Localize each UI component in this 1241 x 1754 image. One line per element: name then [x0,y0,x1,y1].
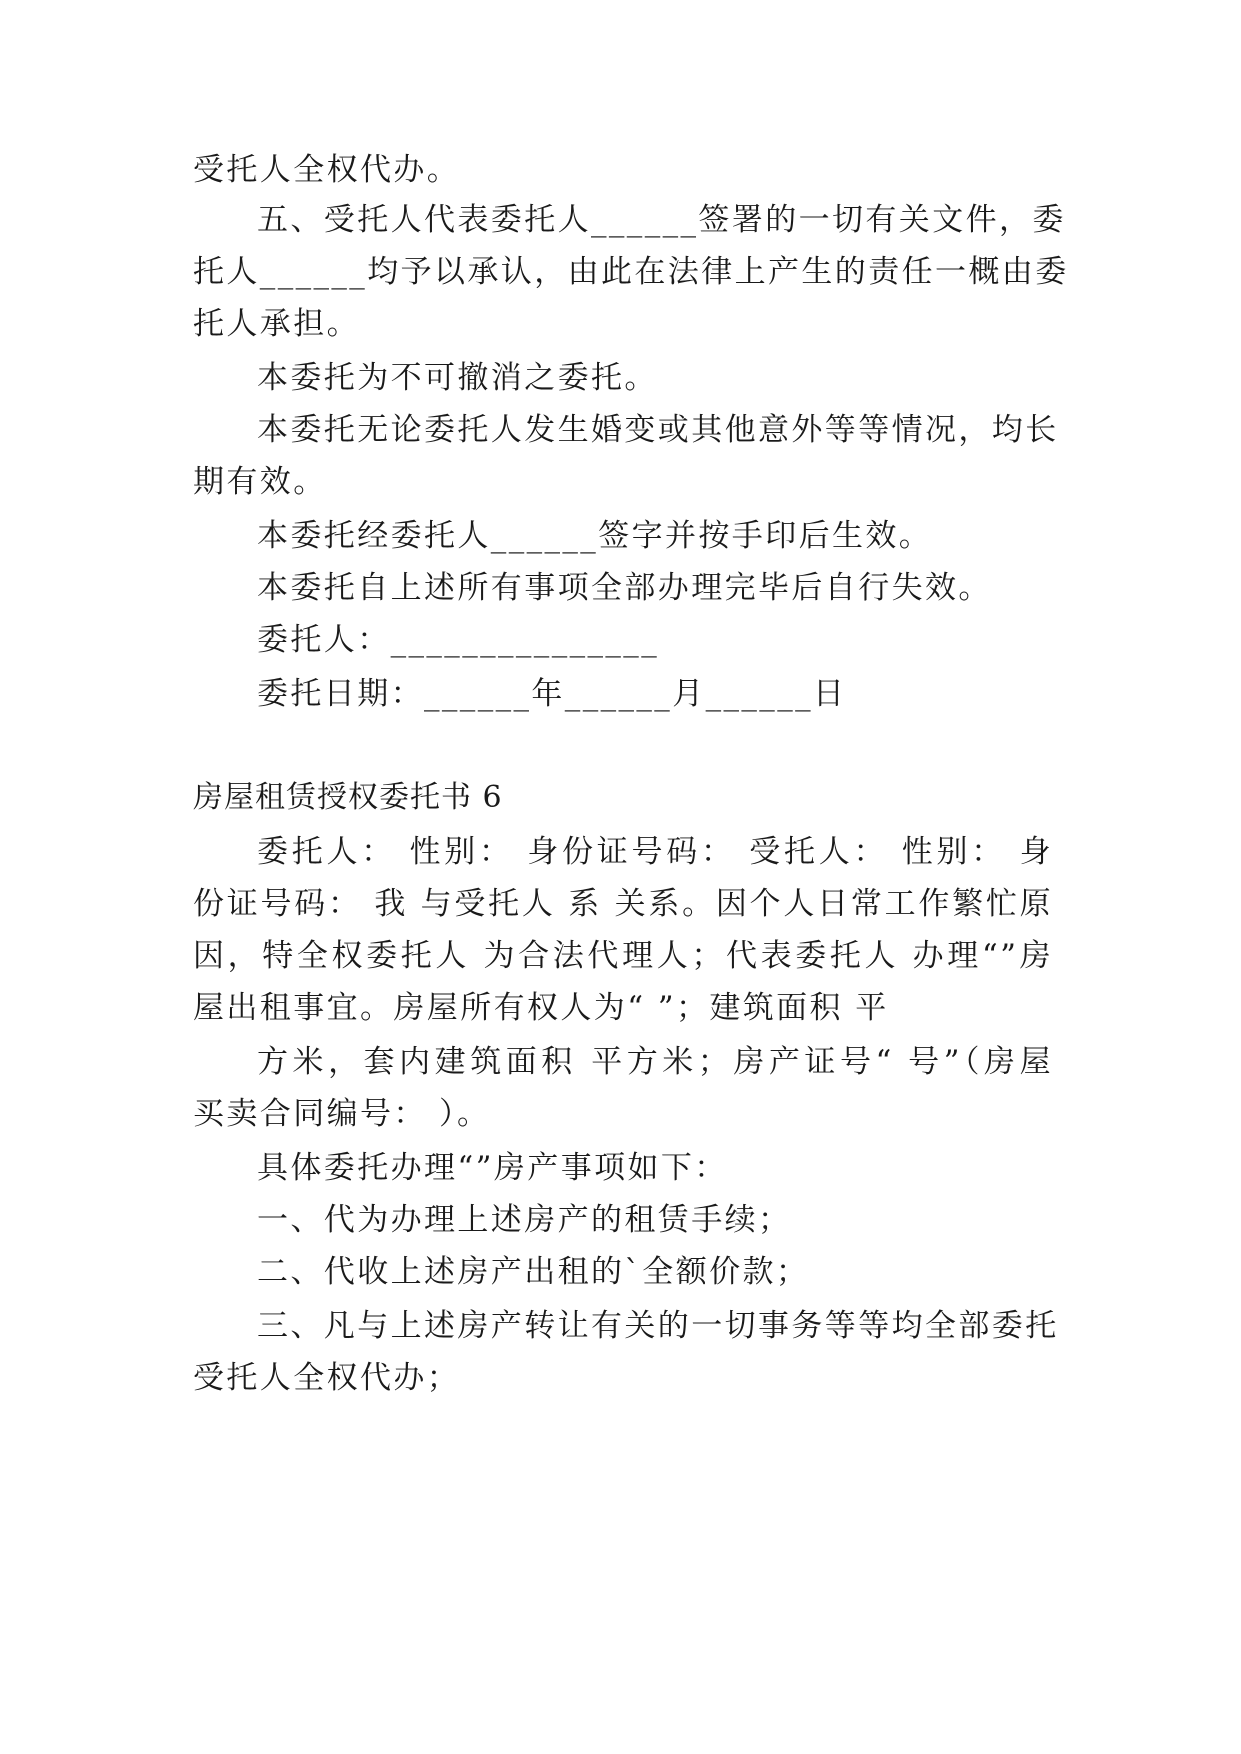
paragraph-line: 份证号码： 我 与受托人 系 关系。因个人日常工作繁忙原 [193,886,1053,922]
paragraph-line: 受托人全权代办； [193,1360,461,1396]
commission-date-line: 委托日期：______年______月______日 [257,676,847,712]
list-item: 二、代收上述房产出租的`全额价款； [257,1254,810,1290]
paragraph-line: 期有效。 [193,464,327,500]
paragraph-line: 五、受托人代表委托人______签署的一切有关文件，委 [257,202,1066,238]
paragraph-line: 因，特全权委托人 为合法代理人；代表委托人 办理“”房 [193,938,1053,974]
list-item: 一、代为办理上述房产的租赁手续； [257,1202,792,1238]
list-item: 三、凡与上述房产转让有关的一切事务等等均全部委托 [257,1308,1059,1344]
paragraph-line: 受托人全权代办。 [193,152,461,188]
paragraph-line: 具体委托办理“”房产事项如下： [257,1150,728,1186]
paragraph-line: 本委托无论委托人发生婚变或其他意外等等情况，均长 [257,412,1059,448]
section-title: 房屋租赁授权委托书 6 [193,780,503,815]
paragraph-line: 本委托经委托人______签字并按手印后生效。 [257,518,933,554]
principal-signature-line: 委托人：_______________ [257,622,660,658]
paragraph-line: 托人______均予以承认，由此在法律上产生的责任一概由委 [193,254,1069,290]
paragraph-line: 托人承担。 [193,306,360,342]
paragraph-line: 买卖合同编号： ）。 [193,1096,491,1132]
paragraph-line: 委托人： 性别： 身份证号码： 受托人： 性别： 身 [257,834,1053,870]
paragraph-line: 本委托自上述所有事项全部办理完毕后自行失效。 [257,570,992,606]
paragraph-line: 本委托为不可撤消之委托。 [257,360,658,396]
paragraph-line: 方米，套内建筑面积 平方米；房产证号“ 号”（房屋 [257,1044,1053,1080]
paragraph-line: 屋出租事宜。房屋所有权人为“ ”；建筑面积 平 [193,990,889,1026]
